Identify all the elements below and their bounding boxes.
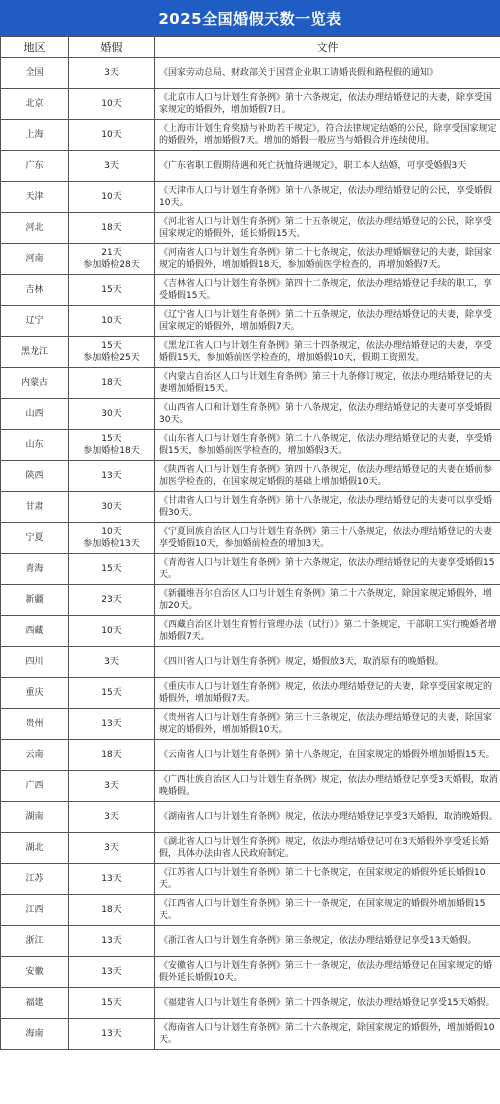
days-cell: 3天 xyxy=(69,802,155,833)
days-cell: 15天 参加婚检18天 xyxy=(69,430,155,461)
days-cell: 10天 参加婚检13天 xyxy=(69,523,155,554)
table-row xyxy=(1,926,500,957)
document-cell: 《河北省人口与计划生育条例》第二十五条规定，依法办理结婚登记的公民，除享受国家规定的婚假外，延长婚假15天。 xyxy=(155,213,500,244)
table-row xyxy=(1,120,500,151)
document-cell: 《甘肃省人口与计划生育条例》第十八条规定，依法办理结婚登记的夫妻可以享受婚假30天。 xyxy=(155,492,500,523)
table-row xyxy=(1,740,500,771)
table-row xyxy=(1,368,500,399)
region-cell: 宁夏 xyxy=(1,523,69,554)
region-cell: 重庆 xyxy=(1,678,69,709)
table-row xyxy=(1,399,500,430)
days-cell: 3天 xyxy=(69,833,155,864)
region-cell: 湖北 xyxy=(1,833,69,864)
region-cell: 海南 xyxy=(1,1019,69,1050)
marriage-leave-table xyxy=(0,36,500,1050)
region-cell: 贵州 xyxy=(1,709,69,740)
region-cell: 上海 xyxy=(1,120,69,151)
days-cell: 15天 xyxy=(69,275,155,306)
page-title: 2025全国婚假天数一览表 xyxy=(0,0,500,36)
table-row xyxy=(1,58,500,89)
days-cell: 10天 xyxy=(69,89,155,120)
table-row xyxy=(1,864,500,895)
region-cell: 四川 xyxy=(1,647,69,678)
document-cell: 《安徽省人口与计划生育条例》第三十一条规定，依法办理结婚登记在国家规定的婚假外延长婚假10天。 xyxy=(155,957,500,988)
document-cell: 《陕西省人口与计划生育条例》第四十八条规定，依法办理结婚登记的夫妻在婚前参加医学检查的，在国家规定婚假的基础上增加婚假10天。 xyxy=(155,461,500,492)
days-cell: 13天 xyxy=(69,926,155,957)
table-row xyxy=(1,554,500,585)
days-cell: 10天 xyxy=(69,616,155,647)
table-row xyxy=(1,833,500,864)
days-cell: 30天 xyxy=(69,492,155,523)
document-cell: 《新疆维吾尔自治区人口与计划生育条例》第二十六条规定，除国家规定婚假外，增加20天。 xyxy=(155,585,500,616)
days-cell: 18天 xyxy=(69,213,155,244)
document-cell: 《湖南省人口与计划生育条例》规定，依法办理结婚登记享受3天婚假，取消晚婚假。 xyxy=(155,802,500,833)
region-cell: 福建 xyxy=(1,988,69,1019)
header-region: 地区 xyxy=(1,37,69,58)
table-row xyxy=(1,957,500,988)
document-cell: 《青海省人口与计划生育条例》第十六条规定，依法办理结婚登记的夫妻享受婚假15天。 xyxy=(155,554,500,585)
table-row xyxy=(1,182,500,213)
document-cell: 《天津市人口与计划生育条例》第十八条规定，依法办理结婚登记的公民，享受婚假10天。 xyxy=(155,182,500,213)
document-cell: 《山东省人口与计划生育条例》第二十八条规定，依法办理结婚登记的夫妻，享受婚假15天，参加婚前医学检查的，增加婚假3天。 xyxy=(155,430,500,461)
days-cell: 13天 xyxy=(69,1019,155,1050)
region-cell: 甘肃 xyxy=(1,492,69,523)
region-cell: 吉林 xyxy=(1,275,69,306)
table-row xyxy=(1,678,500,709)
table-row xyxy=(1,802,500,833)
region-cell: 西藏 xyxy=(1,616,69,647)
header-days: 婚假 xyxy=(69,37,155,58)
document-cell: 《江西省人口与计划生育条例》第三十一条规定，在国家规定的婚假外增加婚假15天。 xyxy=(155,895,500,926)
table-row xyxy=(1,647,500,678)
days-cell: 30天 xyxy=(69,399,155,430)
days-cell: 23天 xyxy=(69,585,155,616)
document-cell: 《福建省人口与计划生育条例》第二十四条规定，依法办理结婚登记享受15天婚假。 xyxy=(155,988,500,1019)
document-cell: 《湖北省人口与计划生育条例》规定，依法办理结婚登记可在3天婚假外享受延长婚假，具体办法由省人民政府制定。 xyxy=(155,833,500,864)
table-row xyxy=(1,585,500,616)
region-cell: 北京 xyxy=(1,89,69,120)
region-cell: 山西 xyxy=(1,399,69,430)
days-cell: 18天 xyxy=(69,895,155,926)
header-row xyxy=(1,37,500,58)
document-cell: 《宁夏回族自治区人口与计划生育条例》第三十八条规定，依法办理结婚登记的夫妻享受婚假10天，参加婚前检查的增加3天。 xyxy=(155,523,500,554)
days-cell: 18天 xyxy=(69,740,155,771)
region-cell: 云南 xyxy=(1,740,69,771)
region-cell: 内蒙古 xyxy=(1,368,69,399)
document-cell: 《山西省人口和计划生育条例》第十八条规定，依法办理结婚登记的夫妻可享受婚假30天。 xyxy=(155,399,500,430)
table-row xyxy=(1,492,500,523)
table-row xyxy=(1,461,500,492)
days-cell: 10天 xyxy=(69,182,155,213)
region-cell: 广东 xyxy=(1,151,69,182)
days-cell: 15天 xyxy=(69,678,155,709)
document-cell: 《广东省职工假期待遇和死亡抚恤待遇规定》，职工本人结婚，可享受婚假3天 xyxy=(155,151,500,182)
table-row xyxy=(1,213,500,244)
days-cell: 15天 xyxy=(69,554,155,585)
document-cell: 《浙江省人口与计划生育条例》第三条规定，依法办理结婚登记享受13天婚假。 xyxy=(155,926,500,957)
document-cell: 《内蒙古自治区人口与计划生育条例》第三十九条修订规定，依法办理结婚登记的夫妻增加婚假15天。 xyxy=(155,368,500,399)
table-row xyxy=(1,988,500,1019)
days-cell: 21天 参加婚检28天 xyxy=(69,244,155,275)
table-row xyxy=(1,244,500,275)
days-cell: 13天 xyxy=(69,461,155,492)
table-row xyxy=(1,709,500,740)
days-cell: 18天 xyxy=(69,368,155,399)
region-cell: 河南 xyxy=(1,244,69,275)
region-cell: 全国 xyxy=(1,58,69,89)
table-header xyxy=(1,37,500,58)
days-cell: 3天 xyxy=(69,58,155,89)
table-row xyxy=(1,616,500,647)
table-row xyxy=(1,151,500,182)
header-document: 文件 xyxy=(155,37,500,58)
days-cell: 3天 xyxy=(69,647,155,678)
document-cell: 《西藏自治区计划生育暂行管理办法（试行）》第二十条规定，干部职工实行晚婚者增加婚假7天。 xyxy=(155,616,500,647)
days-cell: 13天 xyxy=(69,709,155,740)
region-cell: 陕西 xyxy=(1,461,69,492)
document-cell: 《江苏省人口与计划生育条例》第二十七条规定，在国家规定的婚假外延长婚假10天。 xyxy=(155,864,500,895)
table-row xyxy=(1,337,500,368)
region-cell: 天津 xyxy=(1,182,69,213)
document-cell: 《重庆市人口与计划生育条例》规定，依法办理结婚登记的夫妻，除享受国家规定的婚假外，增加婚假7天。 xyxy=(155,678,500,709)
document-cell: 《海南省人口与计划生育条例》第二十六条规定，除国家规定的婚假外，增加婚假10天。 xyxy=(155,1019,500,1050)
days-cell: 15天 xyxy=(69,988,155,1019)
days-cell: 3天 xyxy=(69,771,155,802)
document-cell: 《四川省人口与计划生育条例》规定，婚假放3天，取消原有的晚婚假。 xyxy=(155,647,500,678)
table-row xyxy=(1,1019,500,1050)
document-cell: 《吉林省人口与计划生育条例》第四十二条规定，依法办理结婚登记手续的职工，享受婚假15天。 xyxy=(155,275,500,306)
document-cell: 《贵州省人口与计划生育条例》第三十三条规定，依法办理结婚登记的夫妻，除国家规定的婚假外，增加婚假10天。 xyxy=(155,709,500,740)
table-row xyxy=(1,771,500,802)
region-cell: 安徽 xyxy=(1,957,69,988)
days-cell: 10天 xyxy=(69,120,155,151)
table-row xyxy=(1,275,500,306)
table-row xyxy=(1,895,500,926)
document-cell: 《云南省人口与计划生育条例》第十八条规定，在国家规定的婚假外增加婚假15天。 xyxy=(155,740,500,771)
table-row xyxy=(1,89,500,120)
days-cell: 10天 xyxy=(69,306,155,337)
table-row xyxy=(1,306,500,337)
document-cell: 《辽宁省人口与计划生育条例》第二十五条规定，依法办理结婚登记的夫妻，除享受国家规定的婚假外，增加婚假7天。 xyxy=(155,306,500,337)
document-cell: 《河南省人口与计划生育条例》第二十七条规定，依法办理婚姻登记的夫妻，除国家规定的婚假外，增加婚假18天，参加婚前医学检查的，再增加婚假7天。 xyxy=(155,244,500,275)
days-cell: 15天 参加婚检25天 xyxy=(69,337,155,368)
document-cell: 《北京市人口与计划生育条例》第十六条规定，依法办理结婚登记的夫妻，除享受国家规定的婚假外，增加婚假7日。 xyxy=(155,89,500,120)
days-cell: 3天 xyxy=(69,151,155,182)
region-cell: 江苏 xyxy=(1,864,69,895)
region-cell: 新疆 xyxy=(1,585,69,616)
region-cell: 黑龙江 xyxy=(1,337,69,368)
region-cell: 浙江 xyxy=(1,926,69,957)
table-row xyxy=(1,523,500,554)
document-cell: 《广西壮族自治区人口与计划生育条例》规定，依法办理结婚登记享受3天婚假，取消晚婚假。 xyxy=(155,771,500,802)
days-cell: 13天 xyxy=(69,864,155,895)
document-cell: 《国家劳动总局、财政部关于国营企业职工请婚丧假和路程假的通知》 xyxy=(155,58,500,89)
table-body xyxy=(1,58,500,1050)
document-cell: 《黑龙江省人口与计划生育条例》第三十四条规定，依法办理结婚登记的夫妻，享受婚假15天，参加婚前医学检查的，增加婚假10天，假期工资照发。 xyxy=(155,337,500,368)
document-cell: 《上海市计划生育奖励与补助若干规定》，符合法律规定结婚的公民，除享受国家规定的婚假外，增加婚假7天。增加的婚假一般应当与婚假合并连续使用。 xyxy=(155,120,500,151)
table-row xyxy=(1,430,500,461)
region-cell: 青海 xyxy=(1,554,69,585)
region-cell: 河北 xyxy=(1,213,69,244)
region-cell: 江西 xyxy=(1,895,69,926)
region-cell: 广西 xyxy=(1,771,69,802)
days-cell: 13天 xyxy=(69,957,155,988)
region-cell: 辽宁 xyxy=(1,306,69,337)
region-cell: 湖南 xyxy=(1,802,69,833)
region-cell: 山东 xyxy=(1,430,69,461)
